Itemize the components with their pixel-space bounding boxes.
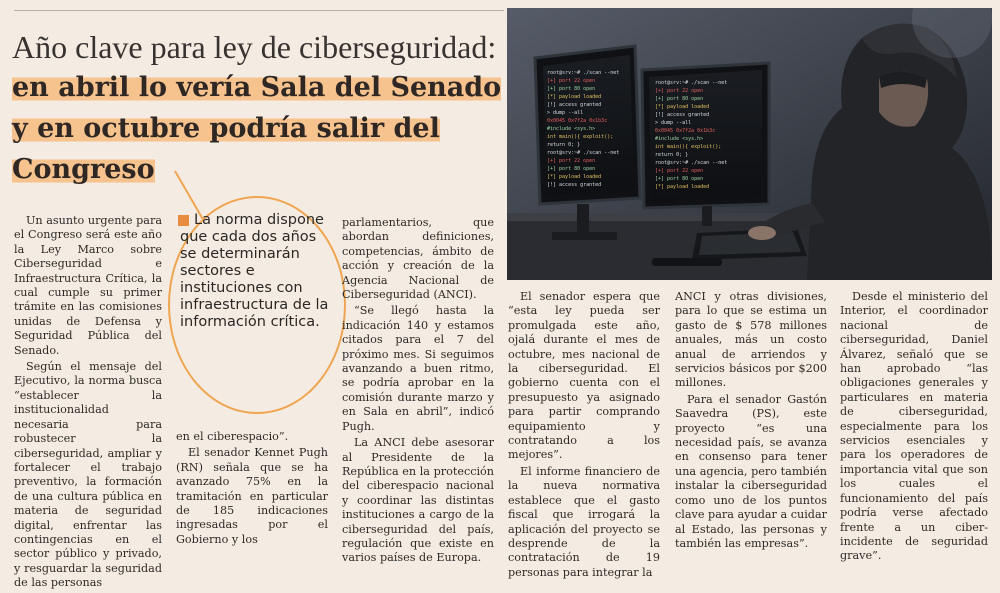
c5-paragraph-2: Para el senador Gastón Saavedra (PS), este proyecto “es una necesidad país, se avanza en consenso para tener una agencia, pero también instalar la ciberseguridad como uno de los puntos clave para ayudar a cuidar al Estado, las personas y también las empresas”.	[675, 392, 827, 550]
screen-code-line: [+] port 22 open	[655, 168, 704, 174]
column-5	[675, 290, 827, 553]
hacker-photo	[507, 8, 992, 280]
c3-paragraph-2: “Se llegó hasta la indicación 140 y estamos citados para el 7 del próximo mes. Si seguimos avanzando a buen ritmo, se podría aprobar en la comisión durante marzo y en Sala en abril”, indicó Pugh.	[342, 304, 494, 433]
headline-plain: Año clave para ley de ciberseguridad:	[12, 29, 497, 65]
c4-paragraph-2: El informe financiero de la nueva normativa establece que el gasto fiscal que irrogará la aplicación del proyecto se desprende de la contratación de 19 personas para integrar la	[508, 464, 660, 579]
screen-code-line: [+] port 80 open	[547, 86, 596, 92]
c6-paragraph-1: Desde el ministerio del Interior, el coordinador nacional de ciberseguridad, Daniel Álvarez, señaló que se han aprobado “las obligaciones generales y particulares en materia de ciberseguridad, especialmente para los servicios esenciales y para los operadores de importancia vital que son los cuales el funcionamiento del país podría verse afectado frente a un ciber-incidente de seguridad grave”.	[840, 290, 988, 563]
hacker-illustration	[507, 8, 992, 280]
c2-paragraph-1: en el ciberespacio”.	[176, 430, 289, 443]
screen-code-line: root@srv:~# ./scan --net	[655, 80, 728, 86]
headline	[12, 28, 522, 189]
column-3	[342, 216, 494, 568]
screen-code-line: return 0; }	[547, 142, 581, 148]
screen-code-line: [!] access granted	[655, 112, 710, 118]
top-rule	[14, 10, 504, 11]
phone	[652, 258, 722, 266]
screen-code-line: [+] port 80 open	[655, 96, 704, 102]
screen-code-line: > dump --all	[655, 120, 692, 126]
screen-code-line: #include <sys.h>	[547, 126, 596, 132]
screen-code-line: [+] port 22 open	[655, 88, 704, 94]
screen-code-line: root@srv:~# ./scan --net	[547, 150, 620, 156]
screen-code-line: return 0; }	[655, 152, 689, 158]
screen-code-line: 0x0045 0x7f2a 0x1b3c	[655, 128, 716, 134]
column-6	[840, 290, 988, 566]
screen-code-line: [*] payload loaded	[547, 174, 602, 180]
screen-code-line: [+] port 80 open	[655, 176, 704, 182]
screen-code-line: [!] access granted	[547, 102, 602, 108]
column-1	[14, 214, 162, 593]
screen-code-line: [*] payload loaded	[547, 94, 602, 100]
screen-code-line: 0x0045 0x7f2a 0x1b3c	[547, 118, 608, 124]
c1-paragraph-2: Según el mensaje del Ejecutivo, la norma busca “establecer la institucionalidad necesaria para robustecer la ciberseguridad, ampliar y fortalecer el trabajo preventivo, la formación de una cultura pública en materia de seguridad digital, enfrentar las contingencias en el sector público y privado, y resguardar la seguridad de las personas	[14, 360, 162, 590]
c2-paragraph-2: El senador Kennet Pugh (RN) señala que se ha avanzado 75% en la tramitación en particular de 185 indicaciones ingresadas por el Gobierno y los	[176, 446, 328, 546]
column-4	[508, 290, 660, 582]
screen-code-line: [*] payload loaded	[655, 104, 710, 110]
pull-quote-text: La norma dispone que cada dos años se determinarán sectores e instituciones con infraestructura de la información crítica.	[180, 212, 329, 330]
screen-code-line: [+] port 22 open	[547, 78, 596, 84]
screen-code-line: root@srv:~# ./scan --net	[547, 70, 620, 76]
screen-code-line: root@srv:~# ./scan --net	[655, 160, 728, 166]
c5-paragraph-1: ANCI y otras divisiones, para lo que se estima un gasto de $ 578 millones anuales, más un costo anual de arriendos y servicios básicos por $200 millones.	[675, 290, 827, 390]
c3-paragraph-3: La ANCI debe asesorar al Presidente de la República en la protección del ciberespacio nacional y coordinar las distintas instituciones a cargo de la ciberseguridad del país, regulación que existe en varios países de Europa.	[342, 436, 494, 565]
screen-code-line: > dump --all	[547, 110, 584, 116]
c4-paragraph-1: El senador espera que “esta ley pueda ser promulgada este año, ojalá durante el mes de octubre, mes nacional de la ciberseguridad. El gobierno cuenta con el presupuesto ya asignado para partir comprando equipamiento y contratando a los mejores”.	[508, 290, 660, 462]
column-2	[176, 430, 328, 549]
screen-code-line: [+] port 80 open	[547, 166, 596, 172]
screen-code-line: int main(){ exploit();	[655, 144, 722, 150]
c1-paragraph-1: Un asunto urgente para el Congreso será este año la Ley Marco sobre Ciberseguridad e Infraestructura Crítica, la cual cumple su primer trámite en las comisiones unidas de Defensa y Seguridad Pública del Senado.	[14, 214, 162, 357]
c3-paragraph-1: parlamentarios, que abordan definiciones, competencias, ámbito de acción y creación de la Agencia Nacional de Ciberseguridad (ANCI).	[342, 216, 494, 302]
screen-code-line: #include <sys.h>	[655, 136, 704, 142]
screen-code-line: [!] access granted	[547, 182, 602, 188]
screen-code-line: [*] payload loaded	[655, 184, 710, 190]
screen-code-line: int main(){ exploit();	[547, 134, 614, 140]
headline-highlight: en abril lo vería Sala del Senado y en octubre podría salir del Congreso	[12, 72, 502, 185]
pull-quote	[180, 212, 330, 331]
screen-code-line: [+] port 22 open	[547, 158, 596, 164]
monitor-right	[642, 63, 769, 226]
